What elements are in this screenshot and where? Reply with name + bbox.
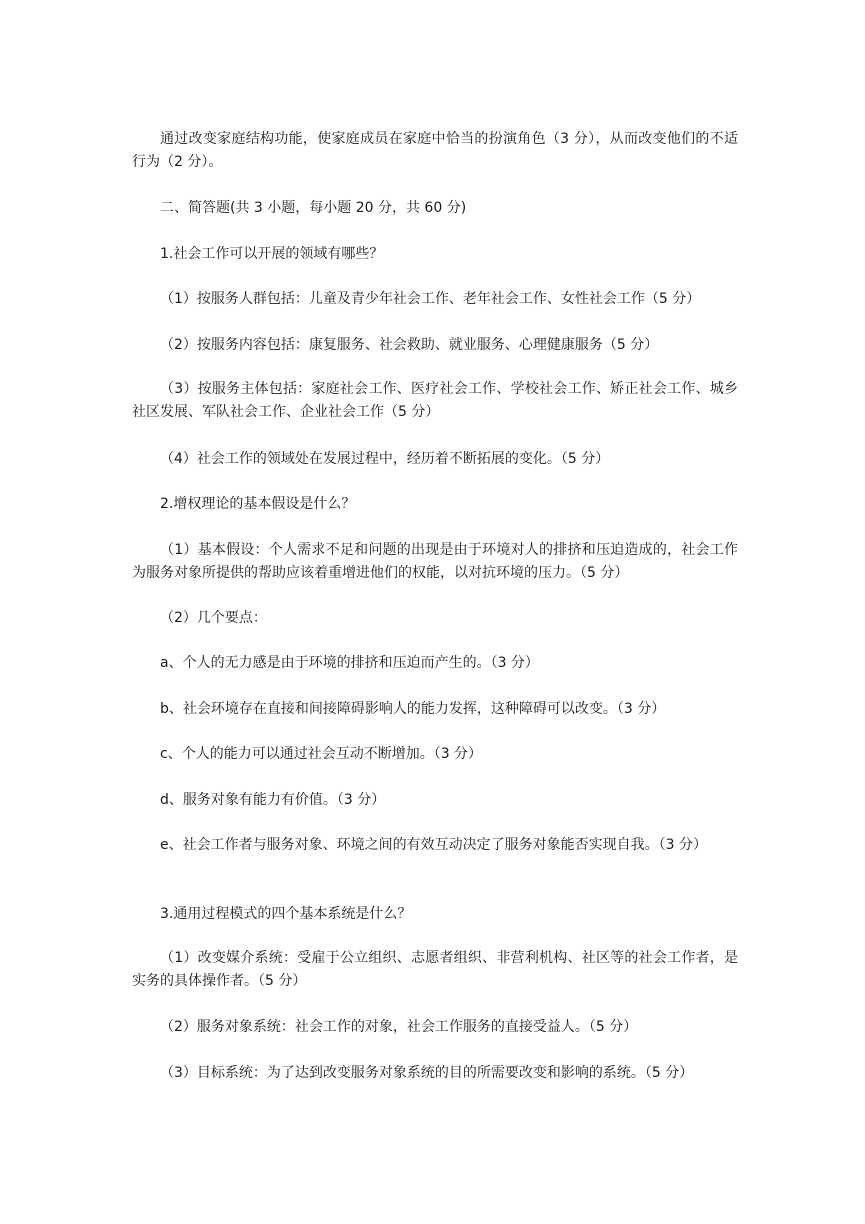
paragraph-family-structure: 通过改变家庭结构功能，使家庭成员在家庭中恰当的扮演角色（3 分），从而改变他们的不适行为（2 分）。 <box>132 131 738 170</box>
answer-2-point-d: d、服务对象有能力有价值。（3 分） <box>160 792 386 808</box>
answer-2-item-1: （1）基本假设：个人需求不足和问题的出现是由于环境对人的排挤和压迫造成的，社会工作为服务对象所提供的帮助应该着重增进他们的权能，以对抗环境的压力。（5 分） <box>132 542 738 581</box>
question-1: 1.社会工作可以开展的领域有哪些？ <box>160 246 384 262</box>
question-3: 3.通用过程模式的四个基本系统是什么？ <box>160 906 412 922</box>
answer-3-item-1: （1）改变媒介系统：受雇于公立组织、志愿者组织、非营利机构、社区等的社会工作者，是实务的具体操作者。（5 分） <box>132 950 738 989</box>
answer-2-point-e: e、社会工作者与服务对象、环境之间的有效互动决定了服务对象能否实现自我。（3 分） <box>160 837 707 853</box>
answer-1-item-4: （4）社会工作的领域处在发展过程中，经历着不断拓展的变化。（5 分） <box>160 451 610 467</box>
answer-3-item-3: （3）目标系统：为了达到改变服务对象系统的目的所需要改变和影响的系统。（5 分） <box>160 1065 694 1081</box>
answer-2-item-2: （2）几个要点： <box>160 610 267 626</box>
answer-1-item-2: （2）按服务内容包括：康复服务、社会救助、就业服务、心理健康服务（5 分） <box>160 337 659 353</box>
question-2: 2.增权理论的基本假设是什么？ <box>160 496 356 512</box>
answer-2-point-c: c、个人的能力可以通过社会互动不断增加。（3 分） <box>160 746 483 762</box>
answer-1-item-1: （1）按服务人群包括：儿童及青少年社会工作、老年社会工作、女性社会工作（5 分） <box>160 291 701 307</box>
answer-2-point-a: a、个人的无力感是由于环境的排挤和压迫而产生的。（3 分） <box>160 655 539 671</box>
answer-1-item-3: （3）按服务主体包括：家庭社会工作、医疗社会工作、学校社会工作、矫正社会工作、城乡社区发展、军队社会工作、企业社会工作（5 分） <box>132 381 738 420</box>
answer-2-point-b: b、社会环境存在直接和间接障碍影响人的能力发挥，这种障碍可以改变。（3 分） <box>160 701 666 717</box>
section-heading-short-answer: 二、简答题(共 3 小题，每小题 20 分，共 60 分) <box>160 200 467 216</box>
answer-3-item-2: （2）服务对象系统：社会工作的对象，社会工作服务的直接受益人。（5 分） <box>160 1019 638 1035</box>
